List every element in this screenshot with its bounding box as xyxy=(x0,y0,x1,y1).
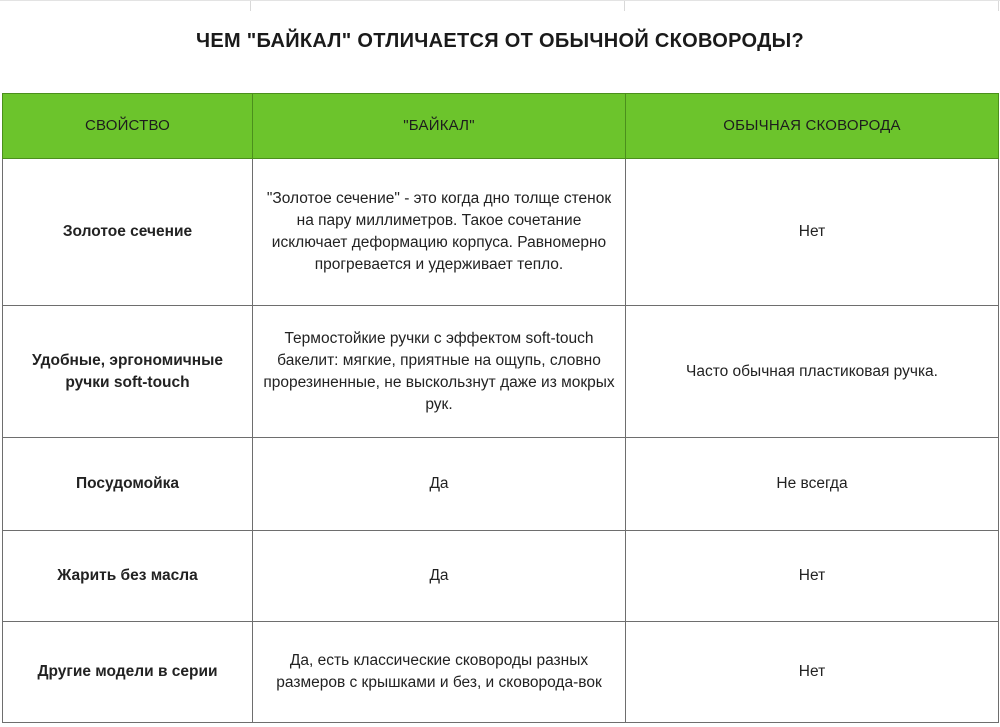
grid-line xyxy=(250,1,251,11)
property-cell: Жарить без масла xyxy=(3,531,253,622)
baikal-cell: Да, есть классические сковороды разных размеров с крышками и без, и сковорода-вок xyxy=(253,622,626,723)
property-cell: Посудомойка xyxy=(3,438,253,531)
baikal-cell: Термостойкие ручки с эффектом soft-touch бакелит: мягкие, приятные на ощупь, словно прорезиненные, не выскользнут даже из мокрых рук. xyxy=(253,306,626,438)
property-cell: Золотое сечение xyxy=(3,159,253,306)
regular-cell: Нет xyxy=(626,622,999,723)
table-row xyxy=(3,159,999,306)
header-baikal: "БАЙКАЛ" xyxy=(253,94,626,159)
grid-line xyxy=(624,1,625,11)
property-cell: Другие модели в серии xyxy=(3,622,253,723)
regular-cell: Часто обычная пластиковая ручка. xyxy=(626,306,999,438)
comparison-table xyxy=(2,93,999,723)
regular-cell: Не всегда xyxy=(626,438,999,531)
baikal-cell: Да xyxy=(253,531,626,622)
table-header-row xyxy=(3,94,999,159)
baikal-cell: "Золотое сечение" - это когда дно толще стенок на пару миллиметров. Такое сочетание исключает деформацию корпуса. Равномерно прогревается и удерживает тепло. xyxy=(253,159,626,306)
page-title: ЧЕМ "БАЙКАЛ" ОТЛИЧАЕТСЯ ОТ ОБЫЧНОЙ СКОВОРОДЫ? xyxy=(195,30,805,52)
table-row xyxy=(3,306,999,438)
property-cell: Удобные, эргономичные ручки soft-touch xyxy=(3,306,253,438)
baikal-cell: Да xyxy=(253,438,626,531)
header-regular-pan: ОБЫЧНАЯ СКОВОРОДА xyxy=(626,94,999,159)
grid-line xyxy=(998,1,999,11)
table-row xyxy=(3,531,999,622)
regular-cell: Нет xyxy=(626,159,999,306)
table-row xyxy=(3,622,999,723)
regular-cell: Нет xyxy=(626,531,999,622)
table-row xyxy=(3,438,999,531)
header-property: СВОЙСТВО xyxy=(3,94,253,159)
